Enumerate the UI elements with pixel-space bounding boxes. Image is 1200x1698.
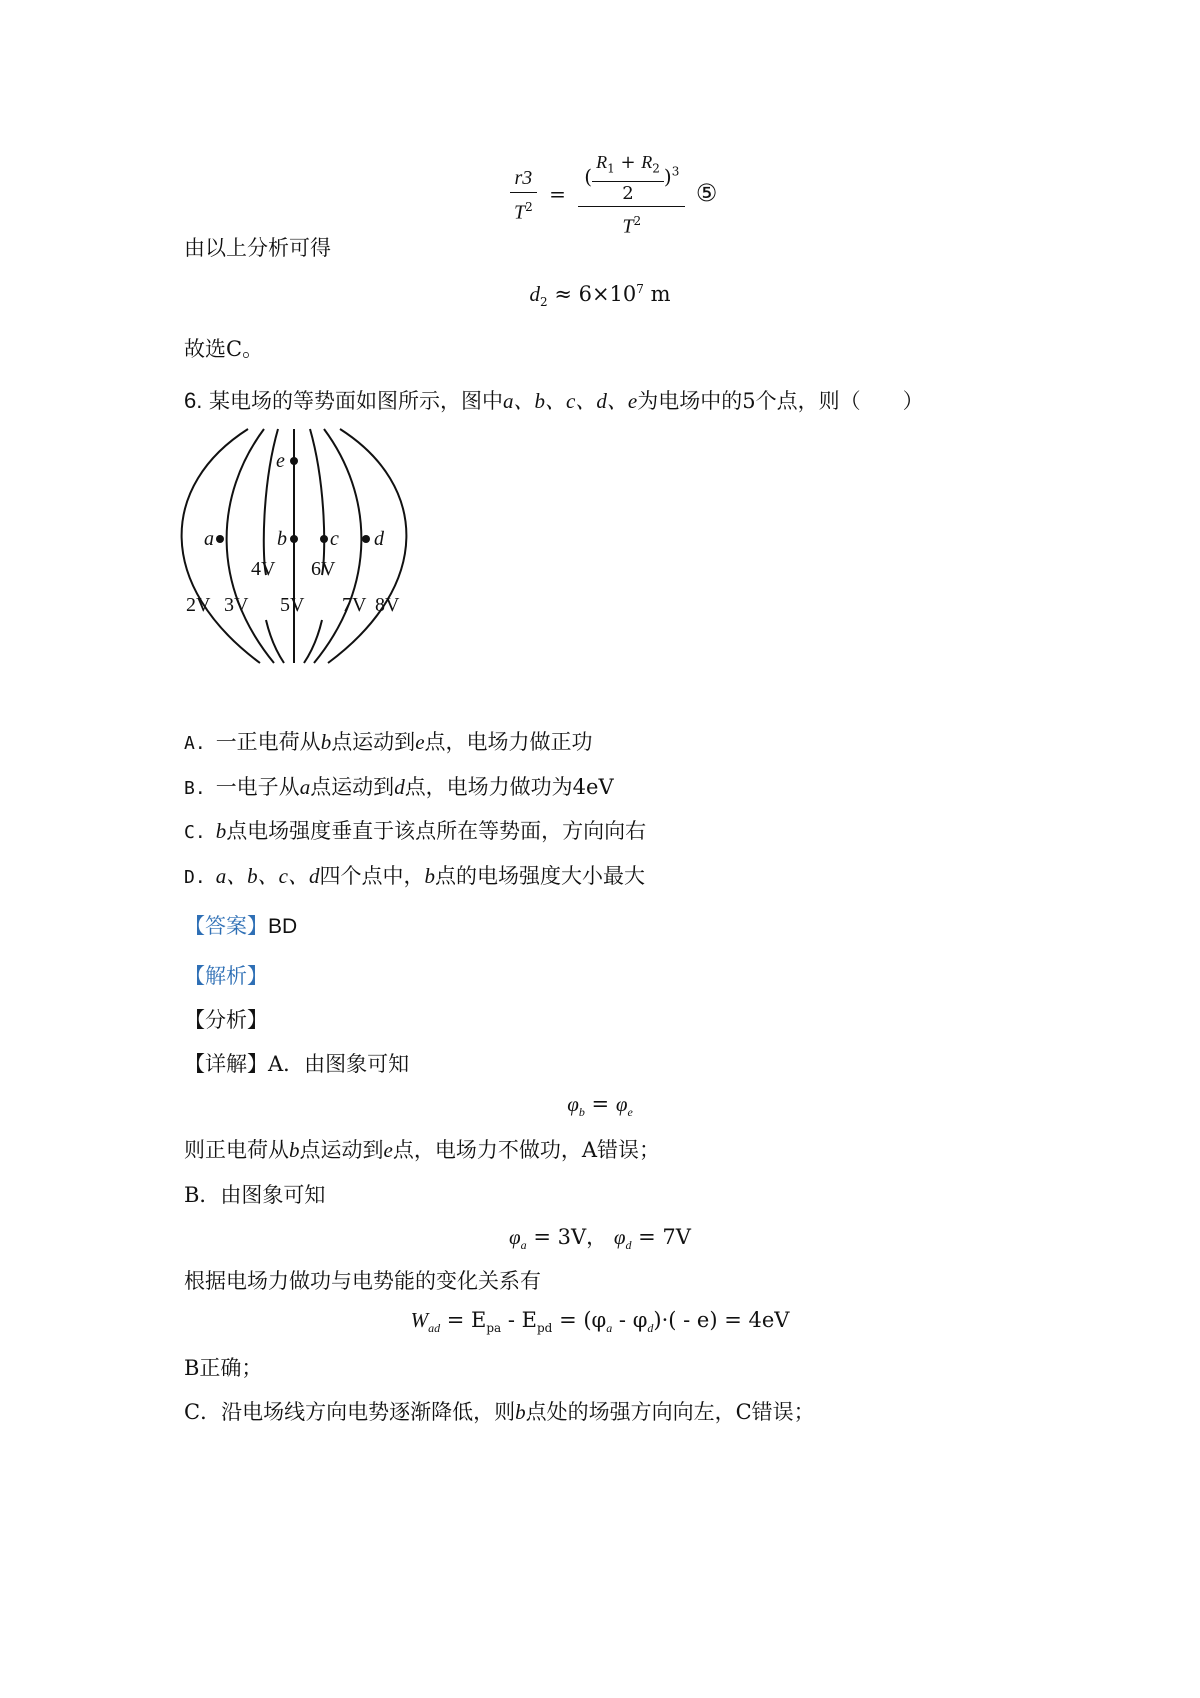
- a-conc-var-1: b: [289, 1138, 300, 1162]
- inner-denominator: 2: [622, 182, 634, 204]
- cube-power: 3: [671, 164, 680, 179]
- ep-d: - E: [507, 1308, 537, 1332]
- phi-b: φ: [567, 1092, 579, 1116]
- option-b[interactable]: [184, 771, 614, 801]
- phi-a-sub: a: [520, 1238, 527, 1253]
- detail-label: 【详解】: [184, 1052, 268, 1076]
- option-a-text-2: 点运动到: [331, 730, 416, 754]
- label-7v: 7V: [342, 594, 367, 616]
- option-b-text-3: 点，电场力做功为4eV: [404, 775, 614, 799]
- phi-d-value: = 7V: [638, 1225, 691, 1249]
- option-a-text-1: 一正电荷从: [215, 730, 321, 754]
- option-d-var-1: a、b、c、d: [215, 864, 320, 888]
- fenxi-label: 【分析】: [184, 1008, 268, 1032]
- equation-number-5: ⑤: [695, 179, 718, 207]
- line-6v: [310, 429, 324, 575]
- choice-c-text: 故选C。: [184, 337, 264, 361]
- option-a-var-1: b: [320, 730, 332, 754]
- analysis-result-text: 由以上分析可得: [184, 236, 331, 260]
- rhs-den-power: 2: [633, 213, 642, 228]
- answer-value: BD: [268, 915, 298, 938]
- phi-a-value: = 3V，: [533, 1225, 608, 1249]
- detail-a-conclusion: [184, 1134, 660, 1164]
- option-d[interactable]: [184, 860, 645, 890]
- label-b: b: [277, 528, 287, 550]
- label-5v: 5V: [280, 594, 305, 616]
- a-conc-3: 点，电场力不做功，A错误；: [392, 1138, 660, 1162]
- lhs-numerator: r3: [510, 164, 537, 193]
- option-c-text: 点电场强度垂直于该点所在等势面，方向向右: [226, 819, 647, 843]
- lhs-denominator: T: [514, 201, 526, 224]
- minus-phi: - φ: [618, 1308, 648, 1332]
- phi-d-sub: d: [625, 1238, 632, 1253]
- minus-phi-d-sub: d: [647, 1321, 654, 1336]
- option-a-letter: A.: [184, 733, 206, 754]
- detail-a-intro-text: A．由图象可知: [268, 1052, 410, 1076]
- option-d-var-2: b: [424, 864, 436, 888]
- option-c-letter: C.: [184, 822, 206, 843]
- c-line-var: b: [515, 1400, 526, 1424]
- c-line-text-2: 点处的场强方向向左，C错误；: [525, 1400, 815, 1424]
- d-symbol: d: [529, 282, 540, 306]
- option-d-text-1: 四个点中，: [319, 864, 425, 888]
- label-3v: 3V: [224, 594, 249, 616]
- paren-phi-a-sub: a: [606, 1321, 613, 1336]
- a-conc-1: 则正电荷从: [184, 1138, 289, 1162]
- option-a-text-3: 点，电场力做正功: [424, 730, 593, 754]
- phi-a: φ: [509, 1225, 521, 1249]
- ep-a-sub: pa: [486, 1321, 502, 1336]
- r2-symbol: R: [641, 152, 653, 172]
- label-e: e: [276, 450, 285, 472]
- line-3v: [227, 429, 274, 663]
- phi-e: φ: [615, 1092, 628, 1116]
- formula-5: [510, 150, 717, 240]
- label-4v: 4V: [251, 558, 276, 580]
- detail-a-intro: [184, 1048, 409, 1078]
- option-d-text-2: 点的电场强度大小最大: [435, 864, 646, 888]
- paren-phi: = (φ: [559, 1308, 607, 1332]
- point-c-dot: [320, 535, 328, 543]
- question-text-b: 为电场中的5个点，则（ ）: [637, 389, 924, 413]
- label-2v: 2V: [186, 594, 211, 616]
- option-b-var-1: a: [299, 775, 311, 799]
- r2-subscript: 2: [652, 161, 660, 176]
- equals-sign: =: [549, 181, 566, 206]
- a-conc-2: 点运动到: [299, 1138, 384, 1162]
- line-8v: [328, 429, 406, 663]
- rhs-denominator: T: [622, 215, 634, 238]
- d2-equation: [0, 282, 1200, 309]
- option-c-var-1: b: [215, 819, 227, 843]
- answer-line: [184, 910, 297, 940]
- label-8v: 8V: [375, 594, 400, 616]
- relation-text: 根据电场力做功与电势能的变化关系有: [184, 1269, 541, 1293]
- c-line-text-1: C．沿电场线方向电势逐渐降低，则: [184, 1400, 516, 1424]
- plus-sign: +: [620, 152, 636, 173]
- option-d-letter: D.: [184, 867, 206, 888]
- analysis-label: 【解析】: [184, 964, 268, 988]
- option-b-text-2: 点运动到: [310, 775, 395, 799]
- approx-value: ≈ 6×10: [554, 282, 637, 306]
- unit: m: [650, 282, 671, 306]
- b-correct: B正确；: [184, 1356, 263, 1380]
- question-6: [184, 385, 924, 415]
- equation-phi-b-e: [0, 1092, 1200, 1120]
- work-equation: [0, 1308, 1200, 1336]
- label-6v: 6V: [311, 558, 336, 580]
- option-a[interactable]: [184, 726, 593, 756]
- w-symbol: W: [410, 1308, 429, 1332]
- answer-label: 【答案】: [184, 914, 268, 938]
- question-vars: a、b、c、d、e: [503, 389, 638, 413]
- inner-fraction: [592, 150, 664, 206]
- label-c: c: [330, 528, 339, 550]
- point-a-dot: [216, 535, 224, 543]
- option-b-var-2: d: [394, 775, 405, 799]
- option-b-letter: B.: [184, 778, 206, 799]
- label-a: a: [204, 528, 214, 550]
- detail-c-line: [184, 1396, 815, 1426]
- d-subscript: 2: [539, 295, 548, 310]
- r1-subscript: 1: [607, 161, 615, 176]
- rhs-fraction: ( $\frac{R_1 + R_2}{2}$ )$^3$ $T^2$: [578, 150, 685, 240]
- phi-e-sub: e: [627, 1105, 633, 1120]
- phi-d: φ: [613, 1225, 626, 1249]
- exponent: 7: [636, 282, 644, 296]
- ep-a: = E: [446, 1308, 487, 1332]
- label-d: d: [374, 528, 384, 550]
- point-e-dot: [290, 457, 298, 465]
- point-d-dot: [362, 535, 370, 543]
- phi-b-sub: b: [578, 1105, 585, 1120]
- detail-b-intro: B．由图象可知: [184, 1183, 326, 1207]
- w-sub: ad: [428, 1321, 441, 1336]
- option-a-var-2: e: [415, 730, 425, 754]
- equipotential-figure: [170, 425, 470, 670]
- r1-symbol: R: [596, 152, 608, 172]
- option-b-text-1: 一电子从: [215, 775, 300, 799]
- lhs-den-power: 2: [525, 199, 533, 214]
- a-conc-var-2: e: [383, 1138, 393, 1162]
- work-tail: )·( - e) = 4eV: [653, 1308, 790, 1332]
- eq1-equals: =: [591, 1092, 610, 1116]
- option-c[interactable]: [184, 815, 646, 845]
- line-2v: [182, 429, 260, 663]
- point-b-dot: [290, 535, 298, 543]
- question-number: 6.: [184, 388, 203, 413]
- question-text-a: 某电场的等势面如图所示，图中: [209, 389, 504, 413]
- ep-d-sub: pd: [537, 1321, 553, 1336]
- lhs-fraction: [510, 164, 537, 227]
- equation-phi-a-d: [0, 1221, 1200, 1253]
